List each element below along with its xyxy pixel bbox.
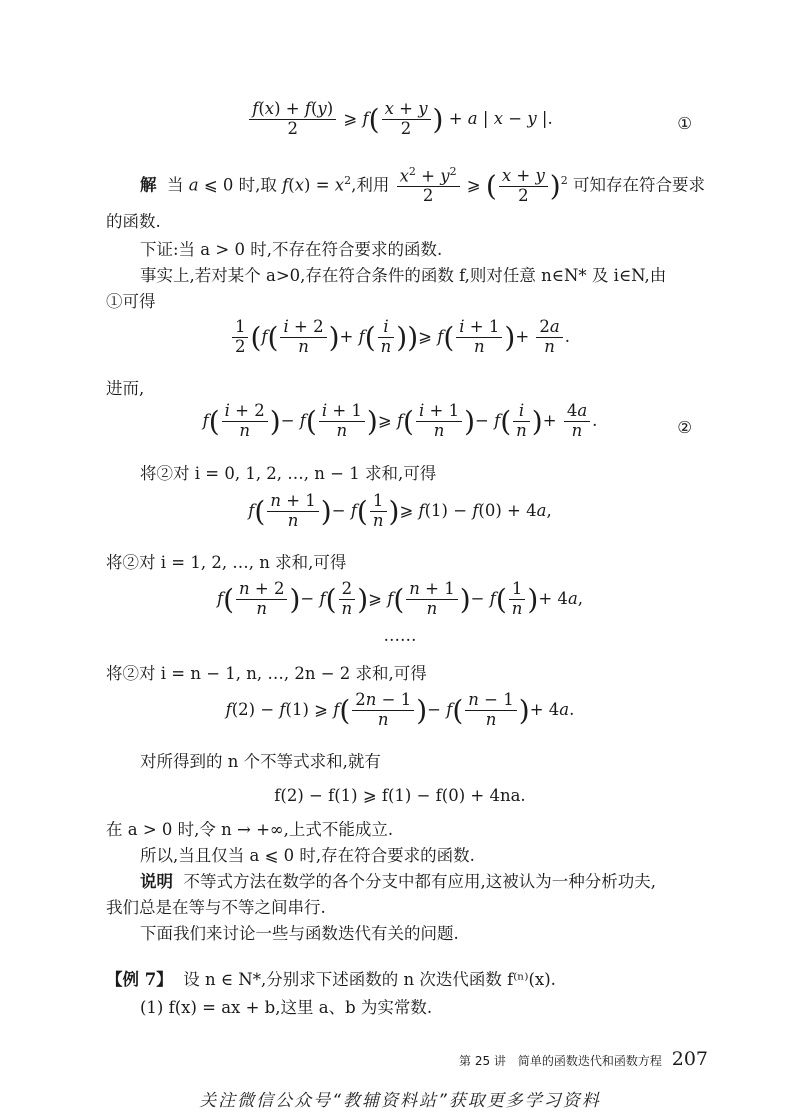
note-cont: 我们总是在等与不等之间串行.: [106, 898, 326, 917]
solution-cont: 的函数.: [106, 212, 161, 231]
fact-line: 事实上,若对某个 a>0,存在符合条件的函数 f,则对任意 n∈N* 及 i∈N,由: [140, 266, 667, 285]
sum1-line: 将②对 i = 0, 1, 2, …, n − 1 求和,可得: [140, 464, 437, 483]
example-label: 【例 7】: [106, 970, 173, 989]
part1-line: (1) f(x) = ax + b,这里 a、b 为实常数.: [140, 998, 433, 1017]
equation-number-2: ②: [677, 418, 692, 437]
page-number: 207: [671, 1048, 708, 1070]
example-line: [106, 968, 556, 991]
sum2-eq: f( $\frac{n + 2}{n}$ )− f( $\frac{2}{n}$ )⩾ f( $\frac{n + 1}{n}$ )− f( $\frac{1}{n}$ )+ 4a,: [216, 579, 584, 619]
solve-text-b: 时,取: [238, 175, 277, 195]
fact-cont: ①可得: [106, 292, 156, 311]
solve-text-d: 可知存在符合要求: [572, 175, 705, 195]
equation-1: $\frac{f(x) + f(y)}{2}$ ⩾ f( $\frac{x + y}{2}$ ) + a | x − y |.: [0, 100, 800, 139]
solve-text-a: 当: [167, 175, 184, 195]
next-line: 下面我们来讨论一些与函数迭代有关的问题.: [140, 924, 459, 943]
solution-line: 解 当 a ⩽ 0 时,取 $f(x) = x^2$,利用 $\frac{x^2 + y^2}{2}$ ⩾ ( $\frac{x + y}{2}$ )$^2$ 可知存在符合要求: [140, 165, 705, 206]
sum2-line: 将②对 i = 1, 2, …, n 求和,可得: [106, 553, 347, 572]
page-footer: [459, 1046, 708, 1073]
proof-line: 下证:当 a > 0 时,不存在符合要求的函数.: [140, 240, 443, 259]
conclusion-line: 所以,当且仅当 a ⩽ 0 时,存在符合要求的函数.: [140, 846, 475, 865]
sum1-eq: f( $\frac{n + 1}{n}$ )− f( $\frac{1}{n}$ )⩾ f(1) − f(0) + 4a,: [248, 491, 552, 531]
inequality-a: $\frac{1}{2}$ (f( $\frac{i + 2}{n}$ )+ f( $\frac{i}{n}$ ))⩾ f( $\frac{i + 1}{n}$ )+ $\frac{2a}{n}$ .: [0, 318, 800, 357]
footer-chapter: 第 25 讲 简单的函数迭代和函数方程: [459, 1054, 662, 1068]
note-line: [140, 870, 656, 893]
sum3-line: 将②对 i = n − 1, n, …, 2n − 2 求和,可得: [106, 664, 427, 683]
note-text: 不等式方法在数学的各个分支中都有应用,这被认为一种分析功夫,: [183, 872, 656, 891]
further-text: 进而,: [106, 379, 145, 398]
watermark-text: 关注微信公众号“教辅资料站”获取更多学习资料: [199, 1091, 601, 1111]
note-label: 说明: [140, 872, 173, 891]
sum3-eq: f(2) − f(1) ⩾ f( $\frac{2n - 1}{n}$ )− f( $\frac{n - 1}{n}$ )+ 4a.: [225, 690, 575, 730]
total-eq: f(2) − f(1) ⩾ f(1) − f(0) + 4na.: [274, 786, 526, 805]
equation-number-1: ①: [677, 114, 692, 133]
equation-2: f( $\frac{i + 2}{n}$ )− f( $\frac{i + 1}{n}$ )⩾ f( $\frac{i + 1}{n}$ )− f( $\frac{i}{n}$ )+ $\frac{4a}{n}$ .: [202, 401, 598, 441]
solve-label: 解: [140, 175, 157, 195]
solve-text-c: ,利用: [351, 175, 390, 195]
example-text: 设 n ∈ N*,分别求下述函数的 n 次迭代函数 f⁽ⁿ⁾(x).: [183, 970, 556, 989]
all-line: 对所得到的 n 个不等式求和,就有: [140, 752, 381, 771]
dots: ……: [383, 626, 417, 645]
limit-line: 在 a > 0 时,令 n → +∞,上式不能成立.: [106, 820, 394, 839]
